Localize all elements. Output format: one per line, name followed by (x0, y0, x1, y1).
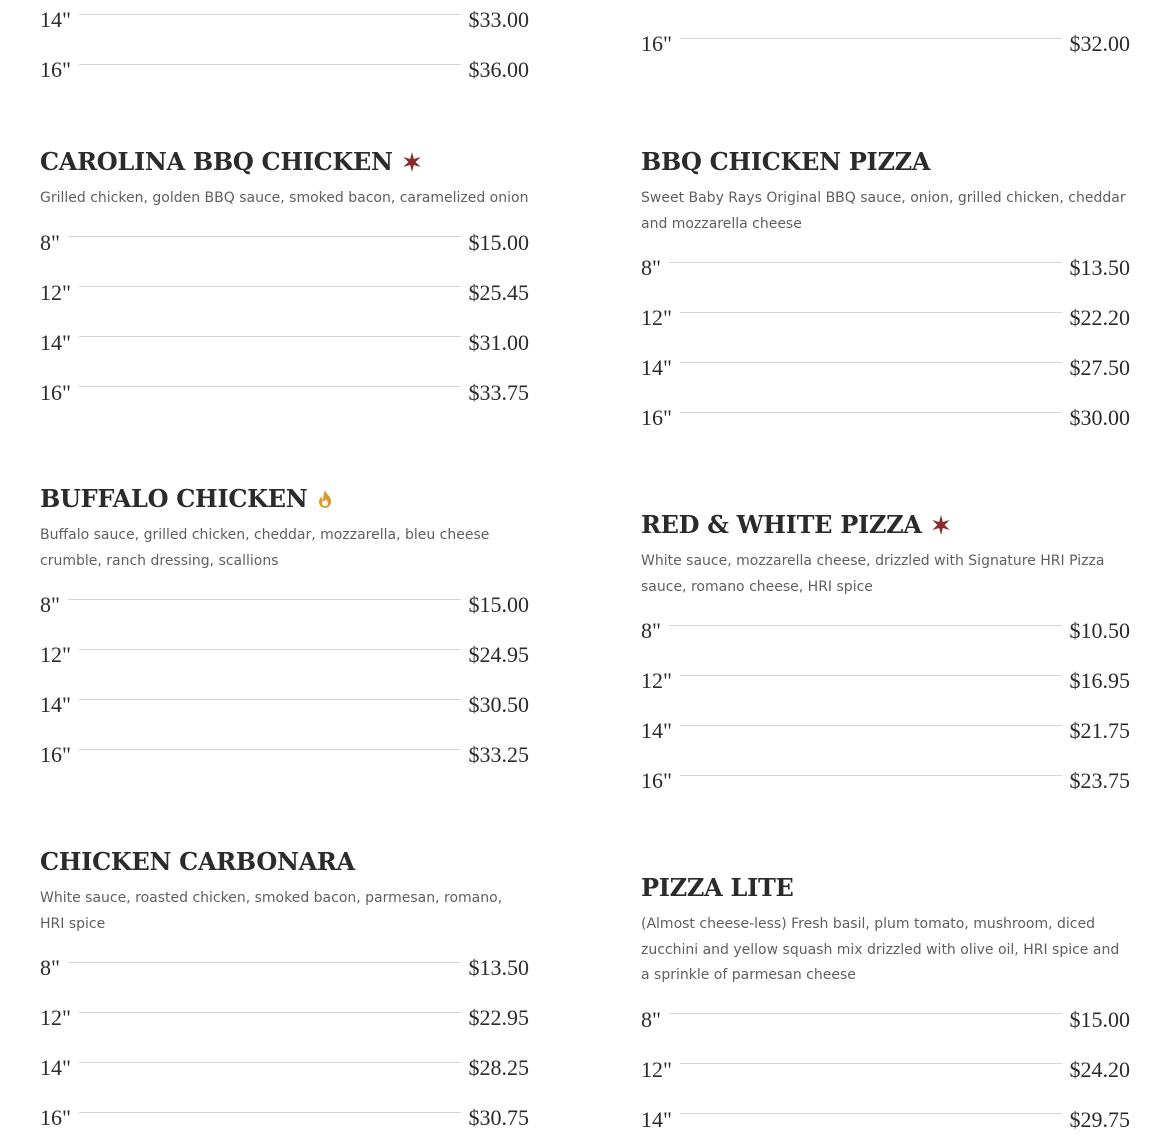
price-row (641, 343, 1130, 393)
size-label: 16" (40, 57, 71, 82)
leader-line (680, 675, 1062, 676)
price-value: $13.50 (468, 955, 529, 980)
leader-line (680, 362, 1062, 363)
price-value: $31.00 (468, 329, 529, 355)
size-label: 16" (40, 1105, 71, 1130)
price-row (641, 19, 1130, 69)
leader-line (79, 699, 461, 700)
size-label: 12" (40, 1005, 71, 1030)
price-row (641, 293, 1130, 343)
leader-line (68, 599, 461, 600)
price-value: $33.00 (468, 7, 529, 32)
leader-line (669, 625, 1062, 626)
price-value: $29.75 (1069, 1106, 1130, 1132)
leader-line (68, 962, 461, 963)
item-description: (Almost cheese-less) Fresh basil, plum tomato, mushroom, diced zucchini and yellow squash mix drizzled with olive oil, HRI spice and a sprinkle of parmesan cheese (641, 916, 1120, 983)
price-row (40, 580, 529, 630)
size-label: 16" (641, 768, 672, 793)
flame-icon (316, 489, 334, 509)
size-label: 8" (641, 255, 661, 280)
item-title (40, 146, 529, 178)
leader-line (680, 775, 1062, 776)
price-value: $33.75 (468, 379, 529, 405)
price-value: $15.00 (468, 229, 529, 255)
size-label: 16" (40, 379, 71, 405)
price-value: $15.00 (1069, 1006, 1130, 1032)
size-label: 12" (641, 668, 672, 693)
price-row (641, 606, 1130, 656)
item-name: RED & WHITE PIZZA (641, 510, 922, 539)
price-value: $30.75 (468, 1105, 529, 1130)
price-row (641, 243, 1130, 293)
size-label: 14" (641, 355, 672, 380)
price-value: $15.00 (468, 592, 529, 617)
size-label: 16" (641, 405, 672, 430)
price-row (641, 756, 1130, 806)
price-value: $27.50 (1069, 355, 1130, 380)
size-label: 8" (641, 1006, 661, 1032)
price-value: $21.75 (1069, 718, 1130, 743)
leader-line (68, 236, 461, 237)
star-icon (931, 515, 951, 535)
price-value: $22.20 (1069, 305, 1130, 330)
leader-line (79, 1062, 461, 1063)
price-row (40, 943, 529, 993)
item-title (641, 509, 1130, 541)
item-title (40, 846, 529, 878)
item-name: CAROLINA BBQ CHICKEN (40, 147, 393, 176)
leader-line (680, 725, 1062, 726)
price-value: $24.95 (468, 642, 529, 667)
size-label: 14" (641, 718, 672, 743)
price-value: $16.95 (1069, 668, 1130, 693)
item-title (641, 872, 1130, 904)
price-row (641, 1095, 1130, 1145)
size-label: 14" (40, 1055, 71, 1080)
leader-line (79, 1012, 461, 1013)
size-label: 12" (641, 305, 672, 330)
item-name: PIZZA LITE (641, 873, 794, 902)
size-label: 16" (40, 742, 71, 767)
size-label: 8" (40, 592, 60, 617)
size-label: 14" (641, 1106, 672, 1132)
price-value: $22.95 (468, 1005, 529, 1030)
size-label: 14" (40, 329, 71, 355)
price-value: $25.45 (468, 279, 529, 305)
price-row (40, 45, 529, 95)
price-row (40, 1043, 529, 1093)
menu-item-carolina-bbq-chicken (40, 146, 529, 418)
leader-line (669, 262, 1062, 263)
item-name: BUFFALO CHICKEN (40, 484, 308, 513)
leader-line (79, 649, 461, 650)
size-label: 14" (40, 692, 71, 717)
size-label: 8" (40, 229, 60, 255)
menu-item-partial-top (641, 19, 1130, 69)
price-row (40, 368, 529, 418)
item-description: White sauce, roasted chicken, smoked bacon, parmesan, romano, HRI spice (40, 890, 503, 932)
price-row (40, 630, 529, 680)
price-row (40, 993, 529, 1043)
leader-line (680, 38, 1062, 39)
star-icon (402, 152, 422, 172)
price-row (641, 995, 1130, 1045)
price-value: $32.00 (1069, 31, 1130, 56)
item-description: Buffalo sauce, grilled chicken, cheddar, mozzarella, bleu cheese crumble, ranch dressing, scallions (40, 527, 490, 569)
price-row (40, 1093, 529, 1143)
price-value: $36.00 (468, 57, 529, 82)
item-name: CHICKEN CARBONARA (40, 847, 355, 876)
menu-item-chicken-carbonara (40, 846, 529, 1143)
price-row (641, 706, 1130, 756)
price-value: $24.20 (1069, 1056, 1130, 1082)
item-description: Sweet Baby Rays Original BBQ sauce, onion, grilled chicken, cheddar and mozzarella cheese (641, 190, 1126, 232)
size-label: 8" (40, 955, 60, 980)
size-label: 12" (40, 279, 71, 305)
item-name: BBQ CHICKEN PIZZA (641, 147, 931, 176)
price-value: $33.25 (468, 742, 529, 767)
leader-line (79, 286, 461, 287)
size-label: 16" (641, 31, 672, 56)
leader-line (680, 312, 1062, 313)
price-value: $10.50 (1069, 618, 1130, 643)
price-value: $28.25 (468, 1055, 529, 1080)
menu-item-red-white-pizza (641, 509, 1130, 806)
leader-line (669, 1013, 1062, 1014)
leader-line (79, 336, 461, 337)
leader-line (79, 64, 461, 65)
leader-line (79, 386, 461, 387)
menu-item-pizza-lite (641, 872, 1130, 1145)
size-label: 12" (40, 642, 71, 667)
leader-line (680, 412, 1062, 413)
item-title (641, 146, 1130, 178)
item-description: Grilled chicken, golden BBQ sauce, smoked bacon, caramelized onion (40, 190, 529, 206)
price-row (40, 680, 529, 730)
price-row (40, 218, 529, 268)
size-label: 12" (641, 1056, 672, 1082)
leader-line (79, 14, 461, 15)
price-value: $30.50 (468, 692, 529, 717)
menu-item-buffalo-chicken (40, 483, 529, 780)
leader-line (79, 1112, 461, 1113)
price-row (40, 0, 529, 45)
price-value: $23.75 (1069, 768, 1130, 793)
size-label: 8" (641, 618, 661, 643)
leader-line (680, 1113, 1062, 1114)
price-value: $30.00 (1069, 405, 1130, 430)
leader-line (79, 749, 461, 750)
size-label: 14" (40, 7, 71, 32)
price-row (641, 656, 1130, 706)
price-value: $13.50 (1069, 255, 1130, 280)
menu-item-bbq-chicken-pizza (641, 146, 1130, 443)
item-title (40, 483, 529, 515)
price-row (40, 268, 529, 318)
leader-line (680, 1063, 1062, 1064)
menu-item-partial-top (40, 0, 529, 95)
price-row (40, 318, 529, 368)
price-row (641, 1045, 1130, 1095)
item-description: White sauce, mozzarella cheese, drizzled with Signature HRI Pizza sauce, romano cheese, HRI spice (641, 553, 1105, 595)
price-row (641, 393, 1130, 443)
price-row (40, 730, 529, 780)
